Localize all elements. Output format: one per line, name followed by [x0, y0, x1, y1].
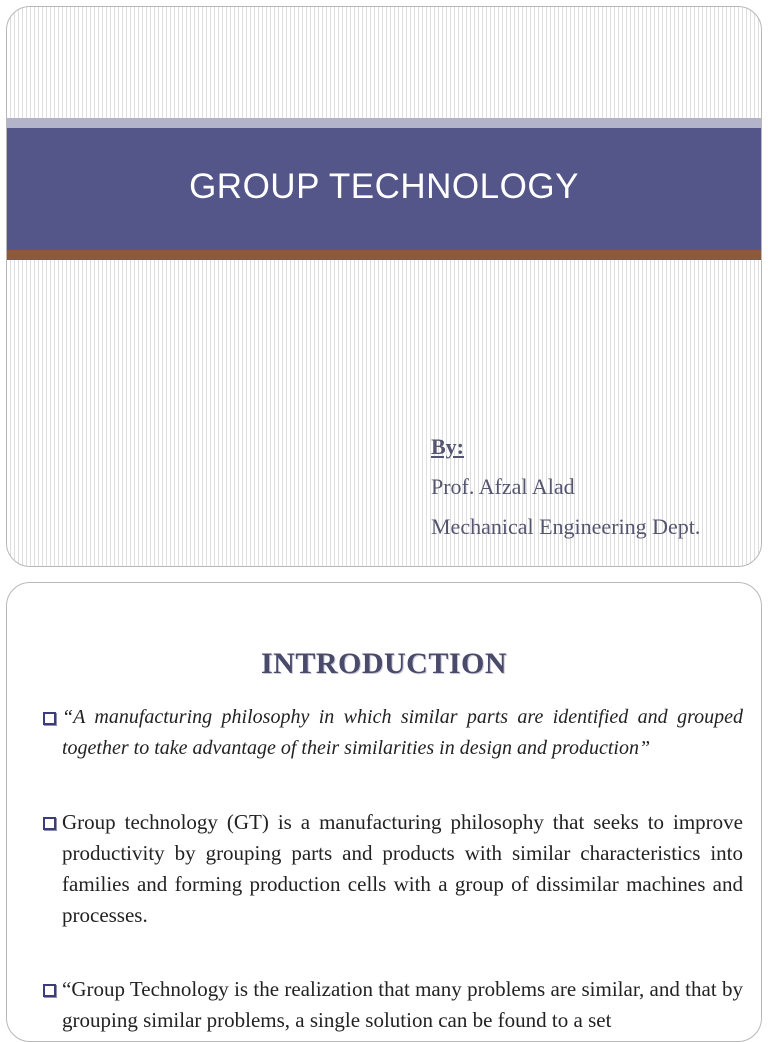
title-top-stripe: [7, 118, 761, 128]
slide-title: GROUP TECHNOLOGY: [189, 167, 579, 206]
bullet-text: “Group Technology is the realization that many problems are similar, and that by grouping similar problems, a single solution can be found to a set: [62, 977, 743, 1032]
introduction-heading: INTRODUCTION: [260, 647, 508, 680]
author-block: [431, 427, 700, 547]
title-bottom-stripe: [7, 250, 761, 260]
author-department: Mechanical Engineering Dept.: [431, 514, 701, 539]
title-band: [7, 128, 761, 250]
title-slide: [6, 6, 762, 567]
checkbox-bullet-icon: [43, 984, 56, 997]
bullet-item: [43, 974, 743, 1036]
by-label: By:: [431, 434, 464, 459]
checkbox-bullet-icon: [43, 817, 56, 830]
bullet-text: Group technology (GT) is a manufacturing philosophy that seeks to improve productivity by grouping parts and products with similar characteristics into families and forming production cells with a group of dissimilar machines and processes.: [62, 810, 743, 927]
bullet-text: “A manufacturing philosophy in which similar parts are identified and grouped together to take advantage of their similarities in design and production”: [62, 706, 743, 759]
author-name: Prof. Afzal Alad: [431, 474, 575, 499]
bullet-item: [43, 702, 743, 764]
introduction-slide: [6, 582, 762, 1042]
bullet-item: [43, 807, 743, 931]
checkbox-bullet-icon: [43, 712, 56, 725]
